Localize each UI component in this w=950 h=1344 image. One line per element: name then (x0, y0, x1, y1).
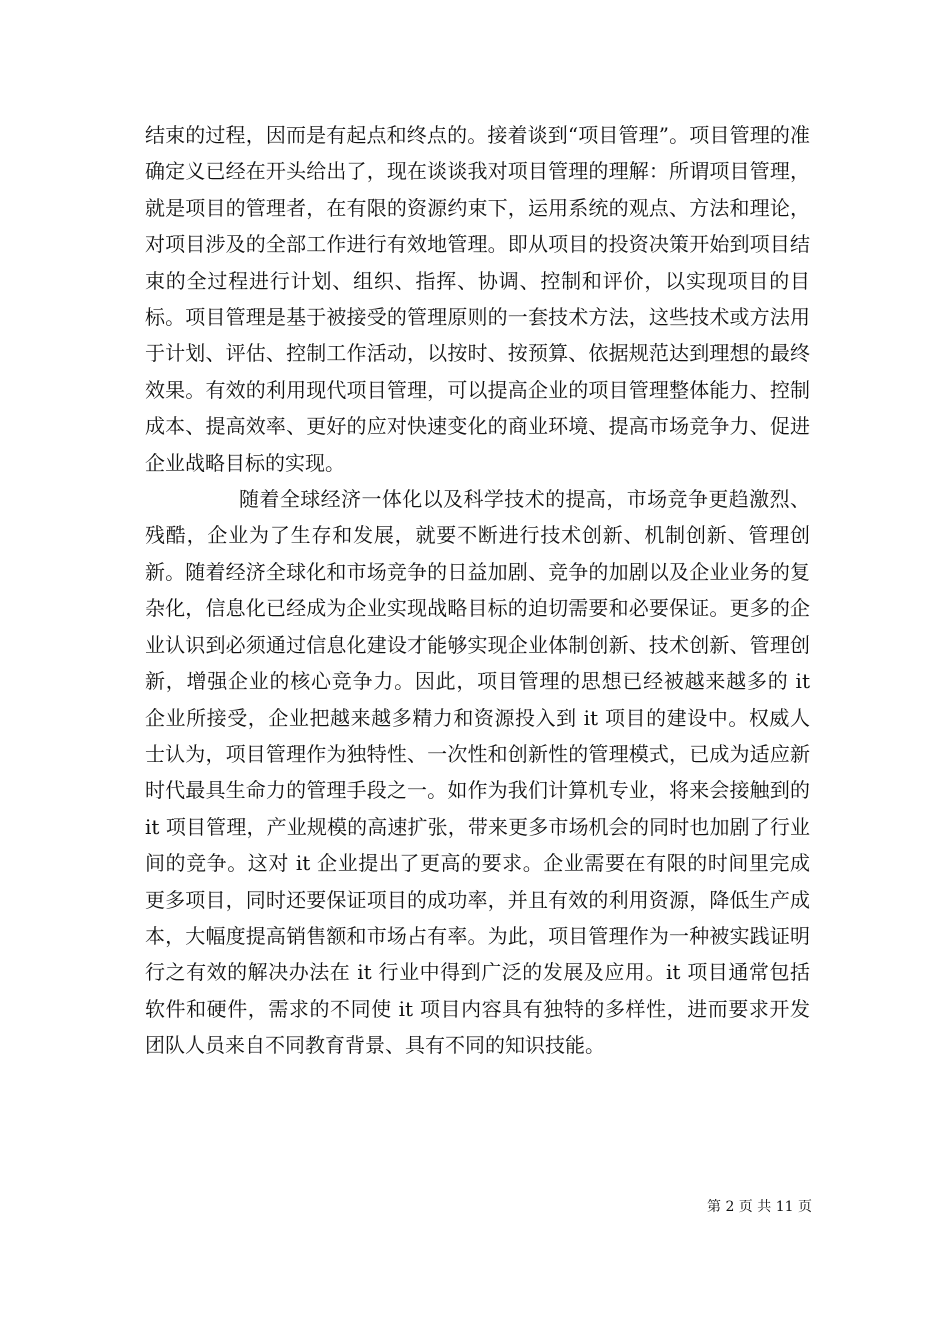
page-number: 第 2 页 共 11 页 (707, 1199, 812, 1215)
paragraph-2: 随着全球经济一体化以及科学技术的提高，市场竞争更趋激烈、残酷，企业为了生存和发展，就要不断进行技术创新、机制创新、管理创新。随着经济全球化和市场竞争的日益加剧、竞争的加剧以及企业业务的复杂化，信息化已经成为企业实现战略目标的迫切需要和必要保证。更多的企业认识到必须通过信息化建设才能够实现企业体制创新、技术创新、管理创新，增强企业的核心竞争力。因此，项目管理的思想已经被越来越多的 it 企业所接受，企业把越来越多精力和资源投入到 it 项目的建设中。权威人士认为，项目管理作为独特性、一次性和创新性的管理模式，已成为适应新时代最具生命力的管理手段之一。如作为我们计算机专业，将来会接触到的 it 项目管理，产业规模的高速扩张，带来更多市场机会的同时也加剧了行业间的竞争。这对 it 企业提出了更高的要求。企业需要在有限的时间里完成更多项目，同时还要保证项目的成功率，并且有效的利用资源，降低生产成本，大幅度提高销售额和市场占有率。为此，项目管理作为一种被实践证明行之有效的解决办法在 it 行业中得到广泛的发展及应用。it 项目通常包括软件和硬件，需求的不同使 it 项目内容具有独特的多样性，进而要求开发团队人员来自不同教育背景、具有不同的知识技能。 (145, 487, 810, 1058)
document-body (145, 117, 810, 1064)
paragraph-1: 结束的过程，因而是有起点和终点的。接着谈到“项目管理”。项目管理的准确定义已经在开头给出了，现在谈谈我对项目管理的理解：所谓项目管理，就是项目的管理者，在有限的资源约束下，运用系统的观点、方法和理论，对项目涉及的全部工作进行有效地管理。即从项目的投资决策开始到项目结束的全过程进行计划、组织、指挥、协调、控制和评价，以实现项目的目标。项目管理是基于被接受的管理原则的一套技术方法，这些技术或方法用于计划、评估、控制工作活动，以按时、按预算、依据规范达到理想的最终效果。有效的利用现代项目管理，可以提高企业的项目管理整体能力、控制成本、提高效率、更好的应对快速变化的商业环境、提高市场竞争力、促进企业战略目标的实现。 (145, 123, 810, 475)
